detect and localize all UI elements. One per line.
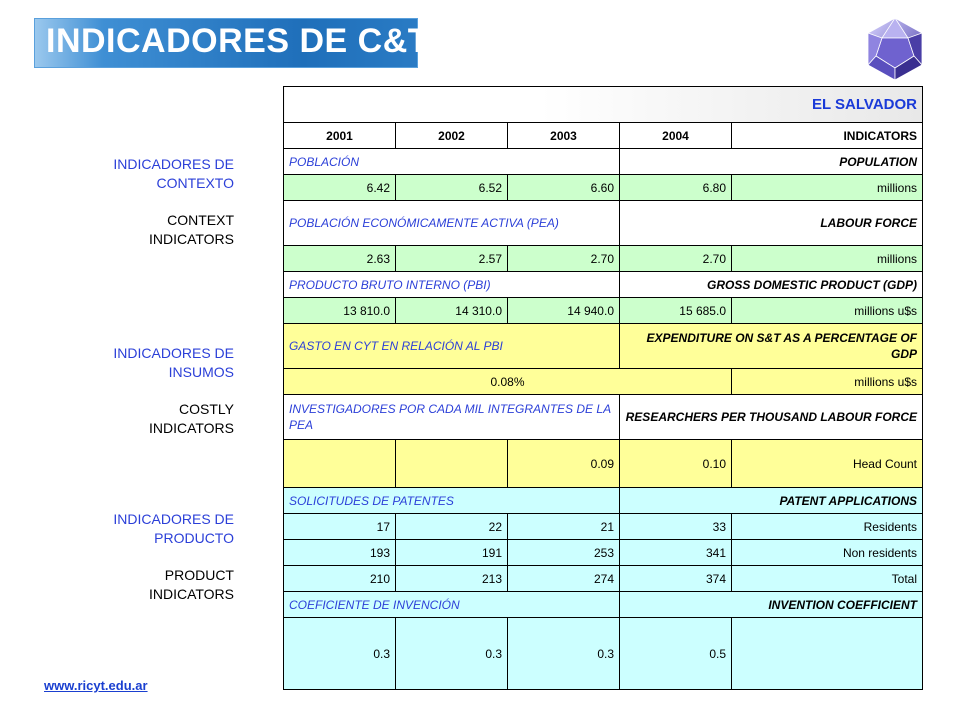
expenditure-label-en: EXPENDITURE ON S&T AS A PERCENTAGE OF GDP (620, 324, 923, 369)
page-title: INDICADORES DE C&T (46, 22, 430, 60)
labour-force-label-row (284, 201, 923, 246)
indicators-table (283, 86, 923, 690)
population-label-es: POBLACIÓN (284, 149, 620, 175)
unit-cell: millions u$s (732, 369, 923, 395)
country-name: EL SALVADOR (284, 87, 923, 123)
side-line: COSTLY (179, 401, 234, 417)
labour-force-values-row (284, 246, 923, 272)
side-line: PRODUCTO (154, 530, 234, 546)
unit-cell: Non residents (732, 540, 923, 566)
product-indicators-es (113, 510, 234, 548)
side-line: INDICATORS (148, 420, 234, 436)
unit-cell: millions (732, 246, 923, 272)
expenditure-label-row (284, 324, 923, 369)
year-cell: 2003 (508, 123, 620, 149)
side-line: PRODUCT (164, 567, 234, 583)
value-cell (284, 440, 396, 488)
researchers-values-row (284, 440, 923, 488)
invention-label-en: INVENTION COEFFICIENT (620, 592, 923, 618)
value-cell: 0.3 (508, 618, 620, 690)
labour-force-label-es: POBLACIÓN ECONÓMICAMENTE ACTIVA (PEA) (284, 201, 620, 246)
year-cell: 2004 (620, 123, 732, 149)
side-line: CONTEXTO (156, 175, 234, 191)
value-cell: 0.5 (620, 618, 732, 690)
population-values-row (284, 175, 923, 201)
input-indicators-en (149, 400, 234, 438)
product-indicators-en (149, 566, 234, 604)
value-cell: 2.70 (508, 246, 620, 272)
value-cell: 33 (620, 514, 732, 540)
value-cell: 6.60 (508, 175, 620, 201)
side-line: INSUMOS (168, 364, 234, 380)
value-cell: 0.3 (284, 618, 396, 690)
labour-force-label-en: LABOUR FORCE (620, 201, 923, 246)
value-cell: 0.09 (508, 440, 620, 488)
gdp-label-es: PRODUCTO BRUTO INTERNO (PBI) (284, 272, 620, 298)
gdp-label-row (284, 272, 923, 298)
value-cell (396, 440, 508, 488)
gdp-values-row (284, 298, 923, 324)
patents-residents-row (284, 514, 923, 540)
value-cell: 15 685.0 (620, 298, 732, 324)
value-cell: 210 (284, 566, 396, 592)
year-cell: 2001 (284, 123, 396, 149)
side-line: INDICADORES DE (113, 345, 234, 361)
unit-cell (732, 618, 923, 690)
title-banner (34, 18, 430, 68)
researchers-label-row (284, 395, 923, 440)
polyhedron-logo-icon (862, 16, 928, 82)
context-indicators-en (149, 211, 234, 249)
invention-label-es: COEFICIENTE DE INVENCIÓN (284, 592, 620, 618)
value-cell: 374 (620, 566, 732, 592)
gdp-label-en: GROSS DOMESTIC PRODUCT (GDP) (620, 272, 923, 298)
expenditure-label-es: GASTO EN CYT EN RELACIÓN AL PBI (284, 324, 620, 369)
side-line: CONTEXT (167, 212, 234, 228)
invention-label-row (284, 592, 923, 618)
indicators-header: INDICATORS (732, 123, 923, 149)
input-indicators-es (113, 344, 234, 382)
expenditure-values-row (284, 369, 923, 395)
value-cell: 2.70 (620, 246, 732, 272)
side-line: INDICATORS (148, 231, 234, 247)
researchers-label-es: INVESTIGADORES POR CADA MIL INTEGRANTES DE LA PEA (284, 395, 620, 440)
value-cell: 2.57 (396, 246, 508, 272)
value-cell: 193 (284, 540, 396, 566)
value-cell: 13 810.0 (284, 298, 396, 324)
value-cell: 14 940.0 (508, 298, 620, 324)
value-cell: 213 (396, 566, 508, 592)
patents-label-en: PATENT APPLICATIONS (620, 488, 923, 514)
side-line: INDICADORES DE (113, 156, 234, 172)
value-cell: 253 (508, 540, 620, 566)
invention-values-row (284, 618, 923, 690)
value-cell: 0.10 (620, 440, 732, 488)
patents-nonresidents-row (284, 540, 923, 566)
population-label-row (284, 149, 923, 175)
side-line: INDICADORES DE (113, 511, 234, 527)
unit-cell: Head Count (732, 440, 923, 488)
value-cell: 21 (508, 514, 620, 540)
value-cell: 6.80 (620, 175, 732, 201)
unit-cell: Total (732, 566, 923, 592)
value-cell: 0.3 (396, 618, 508, 690)
value-cell: 6.42 (284, 175, 396, 201)
years-row (284, 123, 923, 149)
patents-label-es: SOLICITUDES DE PATENTES (284, 488, 620, 514)
value-cell: 191 (396, 540, 508, 566)
patents-total-row (284, 566, 923, 592)
value-cell: 0.08% (284, 369, 732, 395)
value-cell: 341 (620, 540, 732, 566)
unit-cell: millions u$s (732, 298, 923, 324)
unit-cell: millions (732, 175, 923, 201)
side-line: INDICATORS (148, 586, 234, 602)
value-cell: 17 (284, 514, 396, 540)
value-cell: 22 (396, 514, 508, 540)
value-cell: 14 310.0 (396, 298, 508, 324)
value-cell: 2.63 (284, 246, 396, 272)
population-label-en: POPULATION (620, 149, 923, 175)
year-cell: 2002 (396, 123, 508, 149)
value-cell: 6.52 (396, 175, 508, 201)
value-cell: 274 (508, 566, 620, 592)
patents-label-row (284, 488, 923, 514)
context-indicators-es (113, 155, 234, 193)
table-header-row (284, 87, 923, 123)
ricyt-website-link[interactable]: www.ricyt.edu.ar (44, 678, 148, 693)
researchers-label-en: RESEARCHERS PER THOUSAND LABOUR FORCE (620, 395, 923, 440)
unit-cell: Residents (732, 514, 923, 540)
